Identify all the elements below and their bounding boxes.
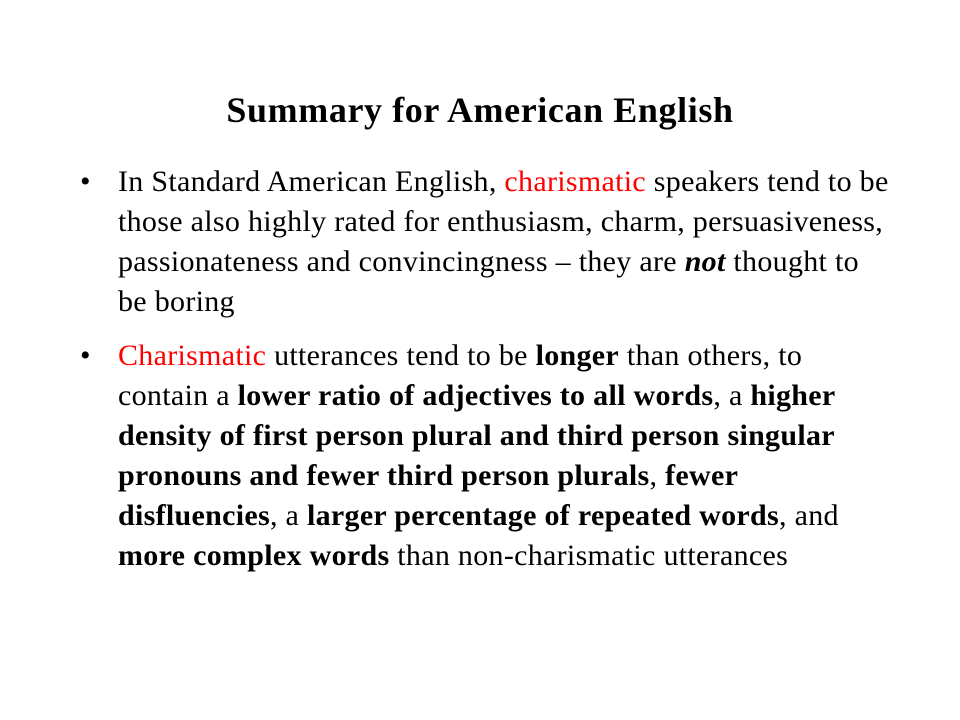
emphasis-pronoun-density: higher density of first person plural and third person singular pronouns and fewer third person plurals xyxy=(118,379,835,492)
emphasis-disfluencies: fewer disfluencies xyxy=(118,459,738,532)
text-segment: , a xyxy=(713,379,751,412)
bullet-dot-icon: • xyxy=(80,165,91,198)
highlight-charismatic: Charismatic xyxy=(118,339,267,372)
bullet-list xyxy=(80,162,895,576)
text-segment: than non-charismatic utterances xyxy=(389,539,789,572)
text-segment: thought to be boring xyxy=(118,245,859,318)
emphasis-not: not xyxy=(684,245,726,278)
text-segment: , xyxy=(649,459,666,492)
text-segment: utterances tend to be xyxy=(266,339,536,372)
bullet-item xyxy=(80,336,895,576)
text-segment: than others, to contain a xyxy=(118,339,803,412)
text-segment: In Standard American English, xyxy=(118,165,505,198)
emphasis-longer: longer xyxy=(535,339,620,372)
emphasis-adjective-ratio: lower ratio of adjectives to all words xyxy=(237,379,714,412)
emphasis-repeated-words: larger percentage of repeated words xyxy=(306,499,780,532)
text-segment: speakers tend to be those also highly rated for enthusiasm, charm, persuasiveness, passionateness and convincingness – they are xyxy=(118,165,889,278)
bullet-dot-icon: • xyxy=(80,339,91,372)
bullet-item xyxy=(80,162,895,322)
text-segment: , and xyxy=(779,499,839,532)
highlight-charismatic: charismatic xyxy=(504,165,646,198)
slide-title: Summary for American English xyxy=(226,90,734,130)
text-segment: , a xyxy=(269,499,307,532)
emphasis-complex-words: more complex words xyxy=(118,539,390,572)
